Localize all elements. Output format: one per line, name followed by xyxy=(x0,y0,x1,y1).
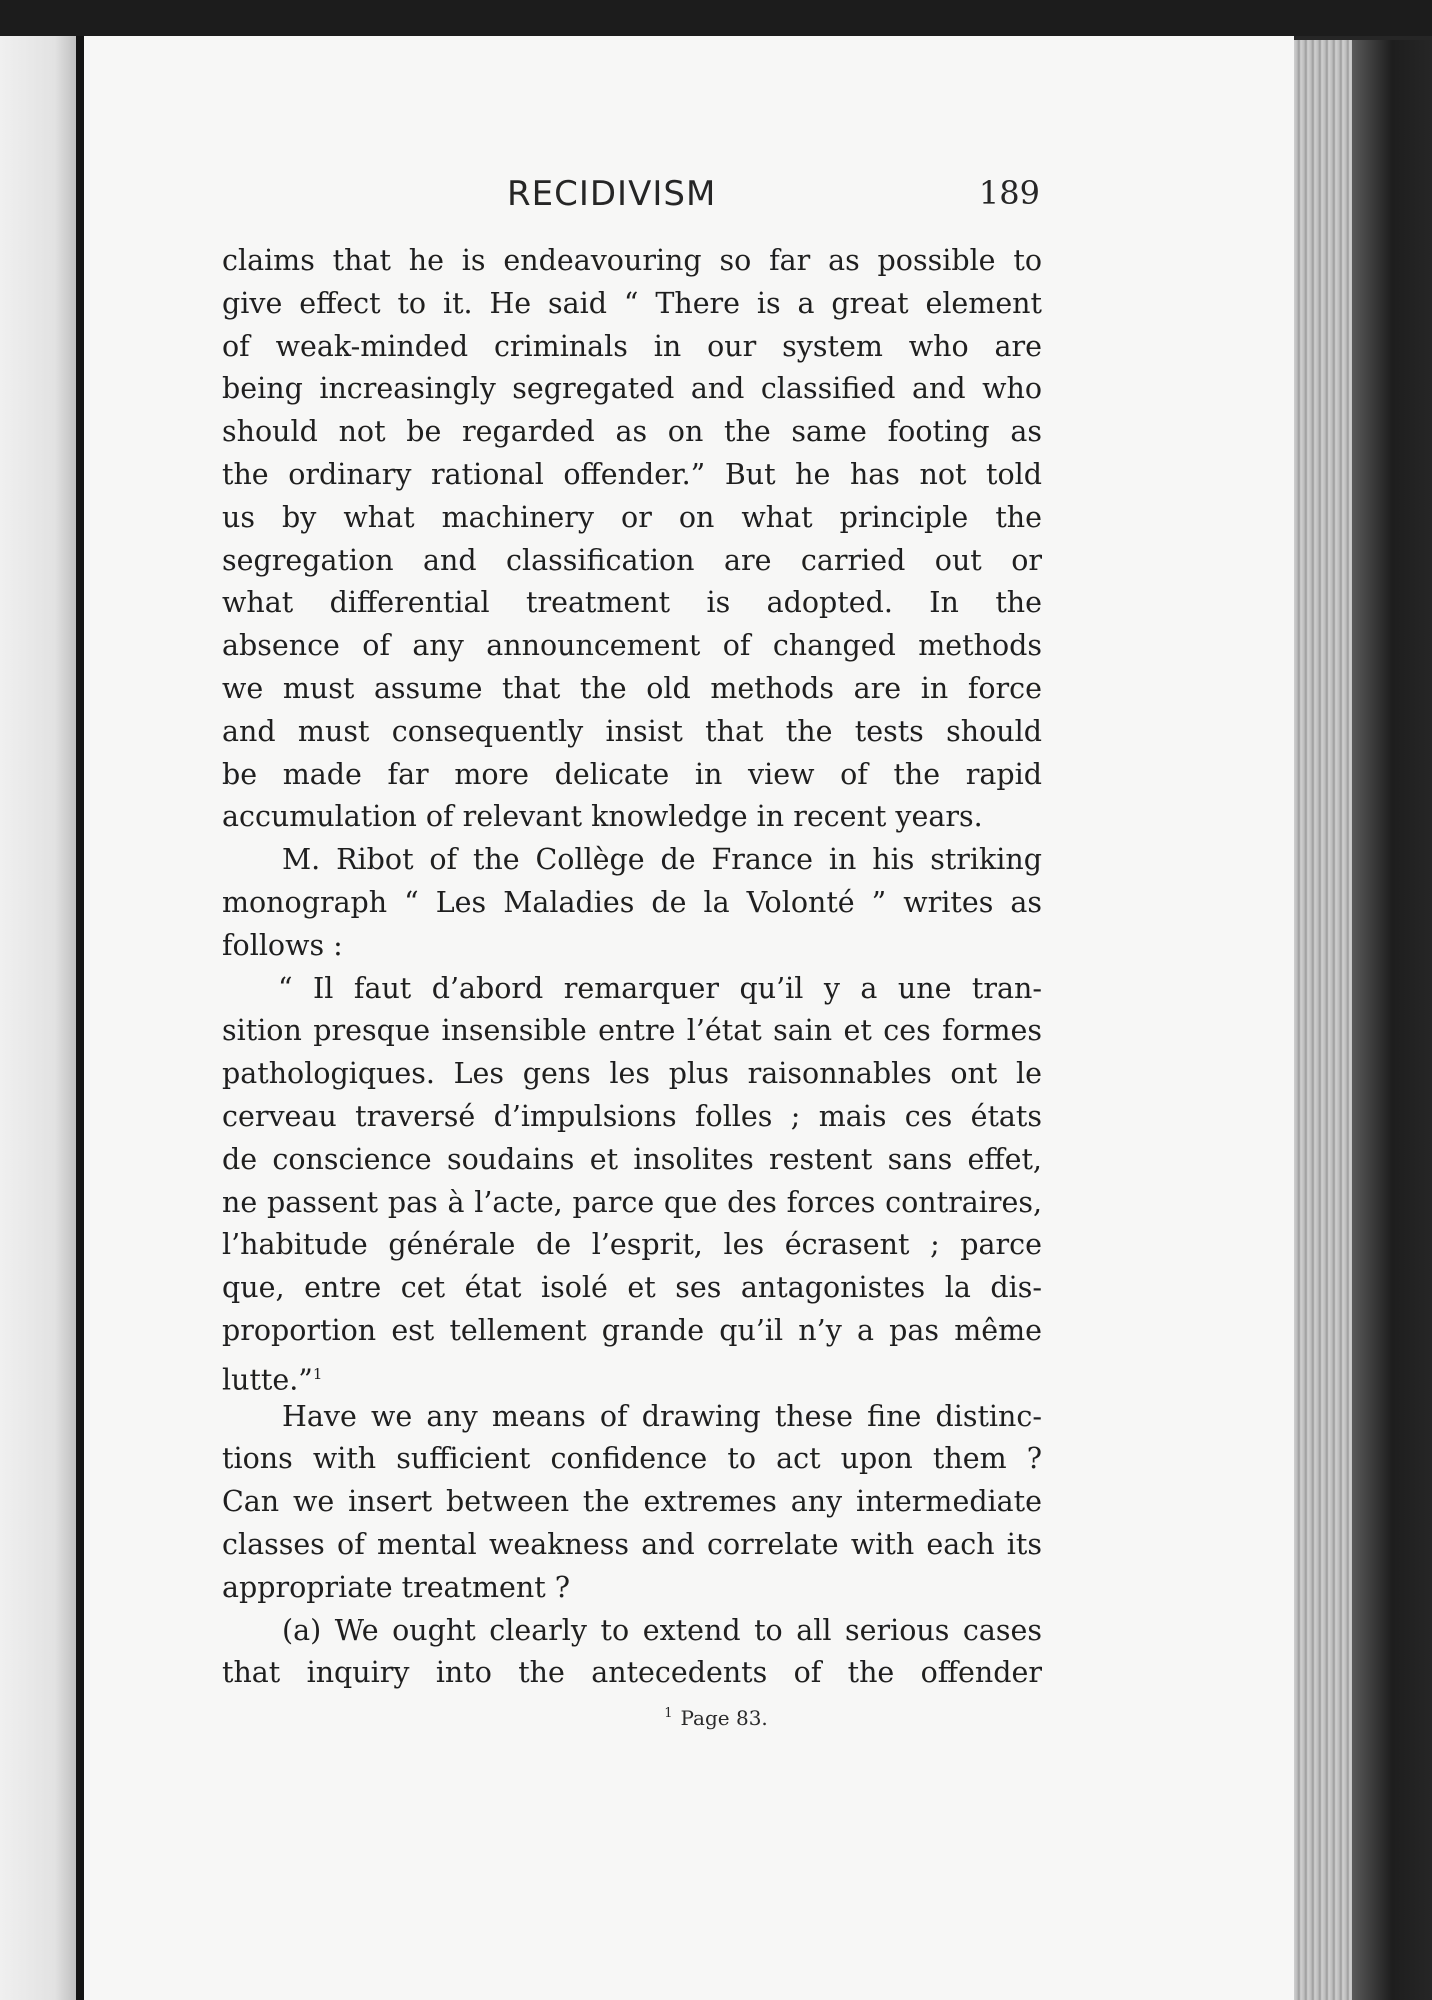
text-line: claims that he is endeavouring so far as possible to xyxy=(222,244,1042,277)
quote-line: l’habitude générale de l’esprit, les écrasent ; parce xyxy=(222,1228,1042,1262)
quote-line: de conscience soudains et insolites restent sans effet, xyxy=(222,1142,1042,1176)
running-title: RECIDIVISM xyxy=(507,174,717,214)
text-line: should not be regarded as on the same footing as xyxy=(222,415,1042,449)
text-line: that inquiry into the antecedents of the offender xyxy=(222,1656,1042,1690)
quote-line-last xyxy=(222,1353,1042,1396)
quote-line: sition presque insensible entre l’état sain et ces formes xyxy=(222,1014,1042,1048)
text-line: absence of any announcement of changed methods xyxy=(222,629,1042,663)
footnote-reference: 1 xyxy=(312,1364,323,1383)
footnote-text: Page 83. xyxy=(680,1706,768,1730)
text-line: give effect to it. He said “ There is a great element xyxy=(222,286,1042,320)
quote-line: “ Il faut d’abord remarquer qu’il y a une tran- xyxy=(278,971,1042,1005)
text-line: and must consequently insist that the tests should xyxy=(222,714,1042,748)
text-line: being increasingly segregated and classified and who xyxy=(222,372,1042,406)
text-line: tions with sufficient confidence to act upon them ? xyxy=(222,1442,1042,1476)
footnote xyxy=(0,1706,1432,1730)
text-line: what differential treatment is adopted. In the xyxy=(222,586,1042,620)
text-line: of weak-minded criminals in our system who are xyxy=(222,329,1042,363)
text-line: be made far more delicate in view of the rapid xyxy=(222,757,1042,791)
text-line: Have we any means of drawing these fine distinc- xyxy=(282,1399,1042,1433)
text-line: segregation and classification are carried out or xyxy=(222,543,1042,577)
quote-line: que, entre cet état isolé et ses antagonistes la dis- xyxy=(222,1271,1042,1305)
scan-top-border xyxy=(0,0,1432,36)
text-line: we must assume that the old methods are in force xyxy=(222,671,1042,705)
text-line: classes of mental weakness and correlate with each its xyxy=(222,1527,1042,1561)
text-line: us by what machinery or on what principle the xyxy=(222,500,1042,534)
text-line: accumulation of relevant knowledge in recent years. xyxy=(222,800,983,834)
quote-line: ne passent pas à l’acte, parce que des forces contraires, xyxy=(222,1185,1042,1219)
text-line: monograph “ Les Maladies de la Volonté ” writes as xyxy=(222,885,1042,919)
text-line: appropriate treatment ? xyxy=(222,1570,571,1604)
body-text xyxy=(222,240,1042,1695)
quote-line: pathologiques. Les gens les plus raisonnables ont le xyxy=(222,1057,1042,1091)
text-line: M. Ribot of the Collège de France in his striking xyxy=(282,843,1042,877)
quote-line: cerveau traversé d’impulsions folles ; mais ces états xyxy=(222,1099,1042,1133)
page-number: 189 xyxy=(978,174,1040,212)
footnote-marker: 1 xyxy=(664,1706,673,1722)
page-header xyxy=(220,170,1040,220)
text-line: Can we insert between the extremes any intermediate xyxy=(222,1485,1042,1519)
text-line: follows : xyxy=(222,928,343,962)
quote-end-text: lutte.” xyxy=(222,1363,313,1397)
text-line: (a) We ought clearly to extend to all serious cases xyxy=(282,1613,1042,1647)
quote-line: proportion est tellement grande qu’il n’y a pas même xyxy=(222,1313,1042,1347)
text-line: the ordinary rational offender.” But he has not told xyxy=(222,457,1042,491)
